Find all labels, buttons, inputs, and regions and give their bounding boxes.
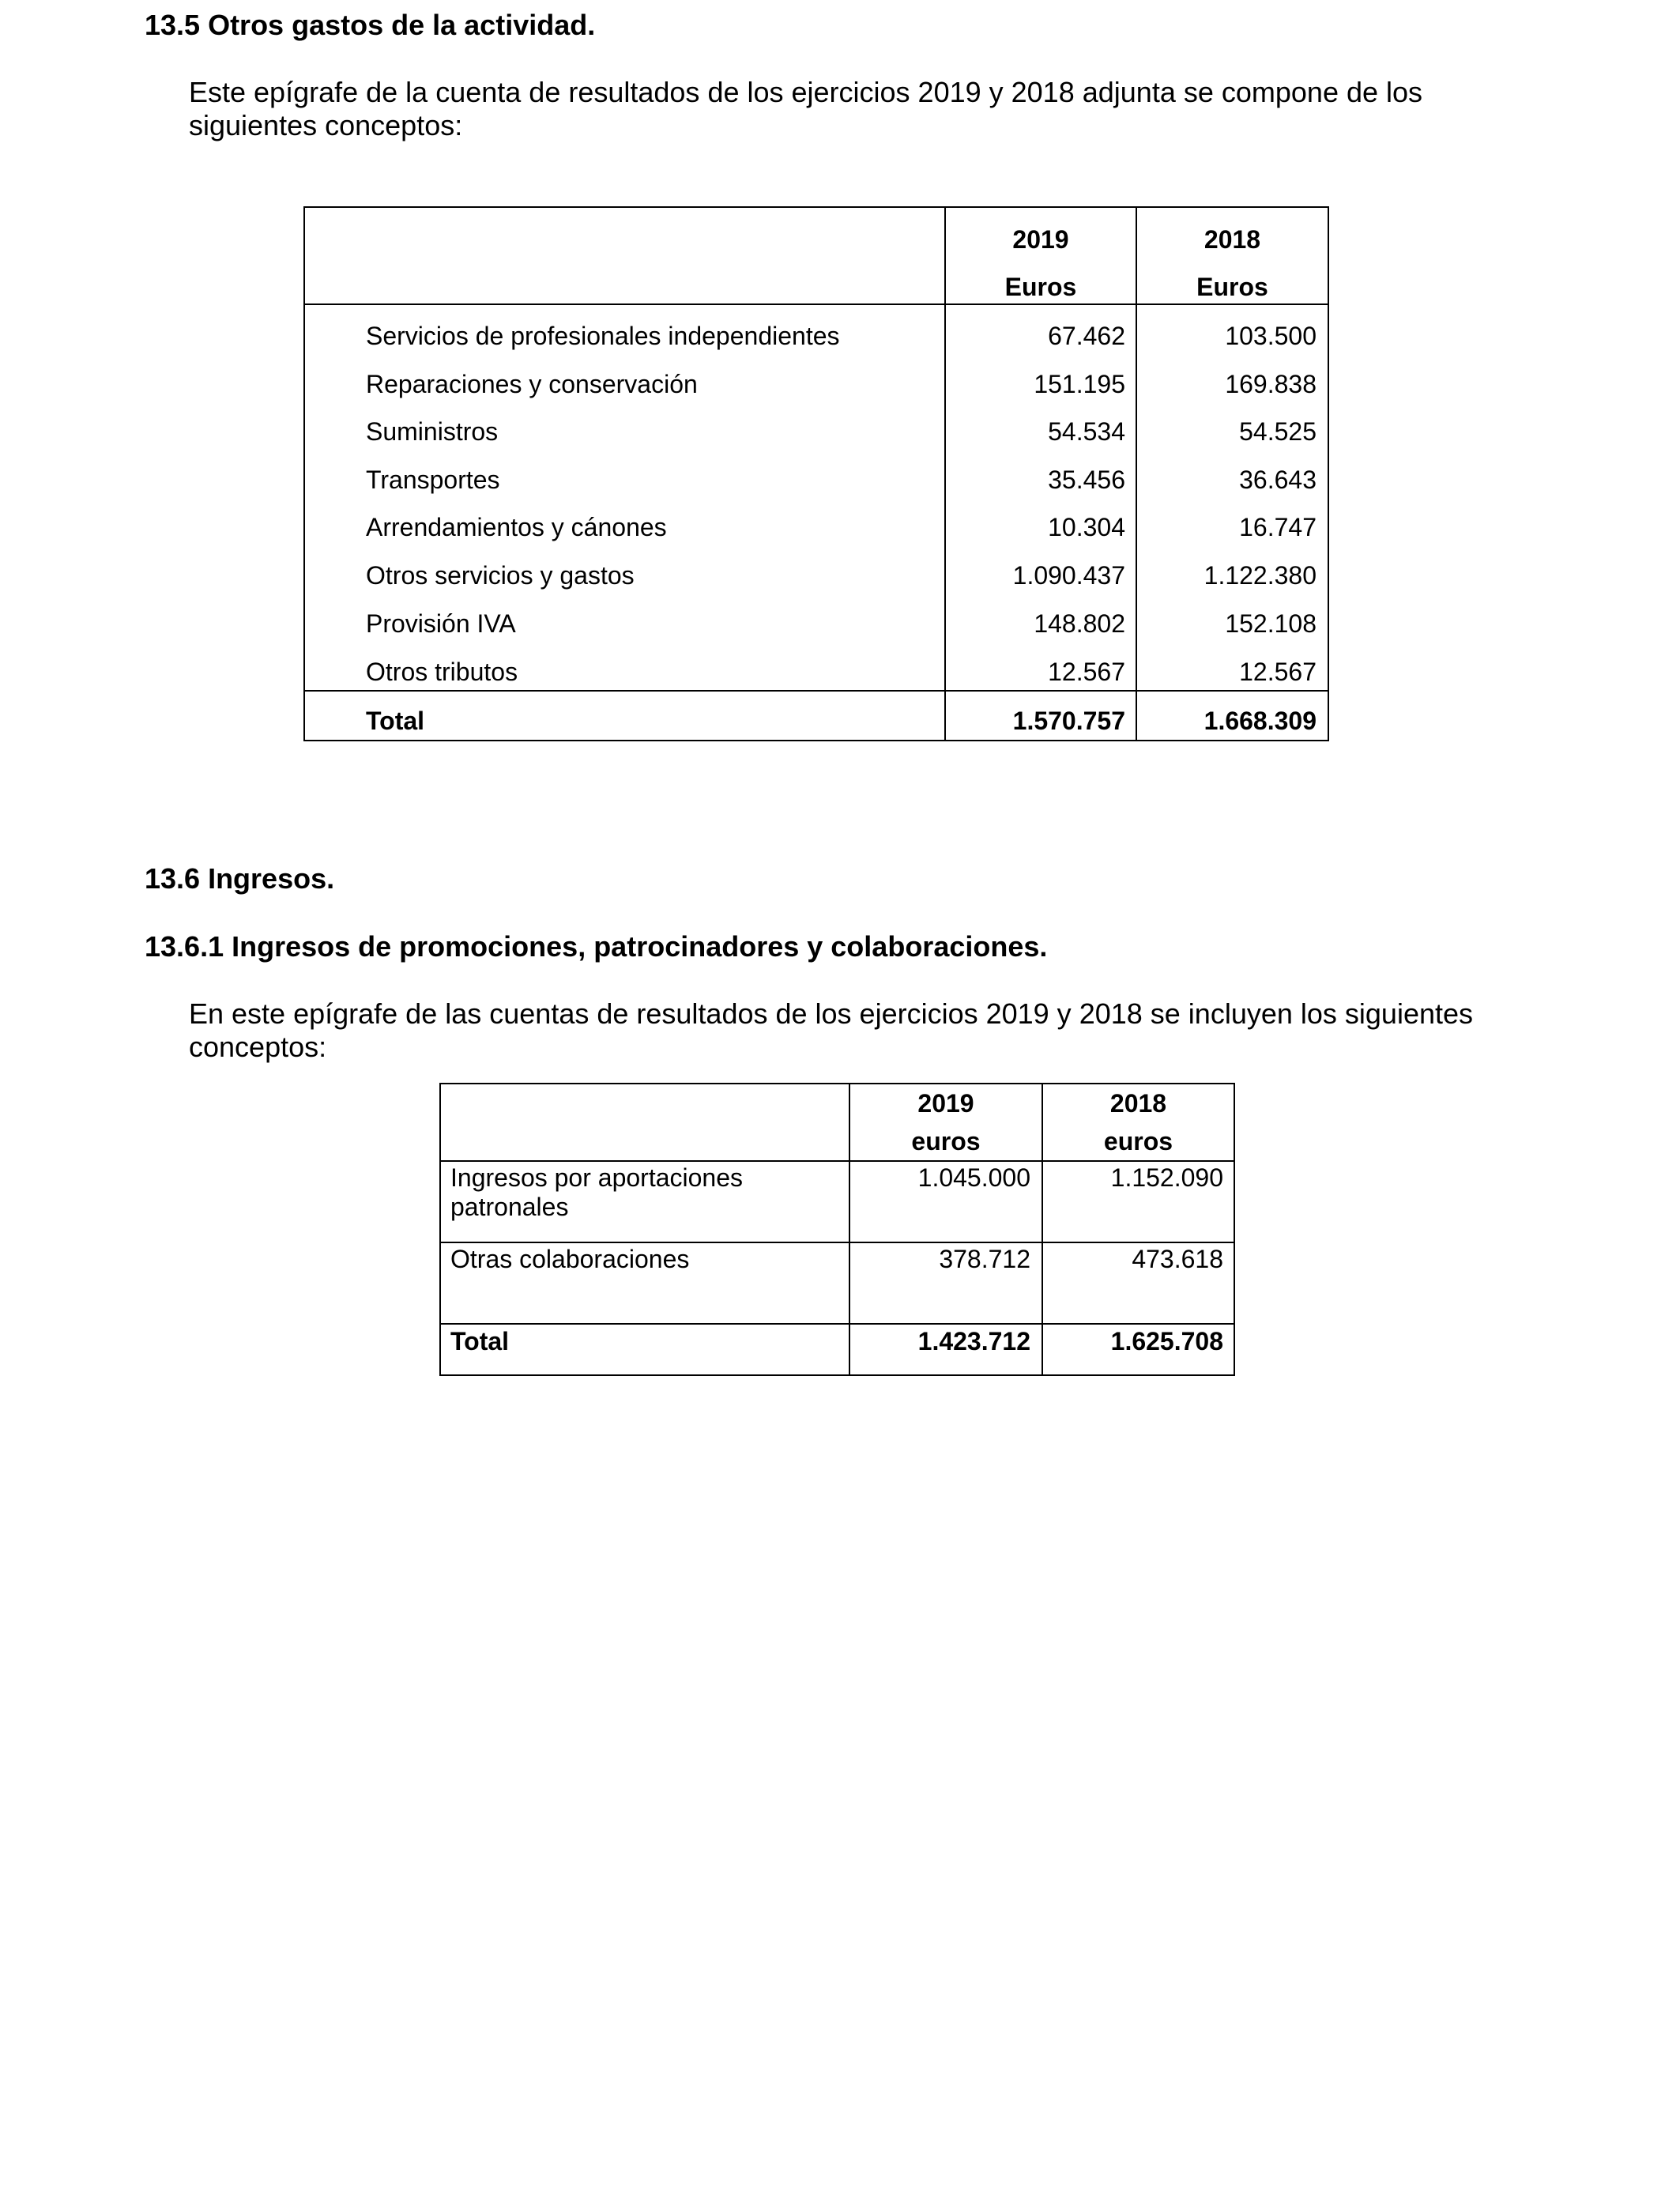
row-value-2018: 473.618 xyxy=(1132,1245,1223,1273)
total-value-2019: 1.570.757 xyxy=(1012,707,1125,735)
paragraph-line: Este epígrafe de la cuenta de resultados de los ejercicios 2019 y 2018 adjunta se compone de los xyxy=(189,76,1423,108)
row-label: Arrendamientos y cánones xyxy=(366,513,667,541)
column-header-2019-year: 2019 xyxy=(917,1089,974,1118)
row-value-2019: 54.534 xyxy=(1048,417,1125,446)
section-13-6-title: 13.6 Ingresos. xyxy=(145,862,335,895)
row-value-2019: 35.456 xyxy=(1048,466,1125,494)
row-label: Otros servicios y gastos xyxy=(366,561,635,590)
total-value-2018: 1.625.708 xyxy=(1110,1327,1223,1355)
section-13-6-1-paragraph xyxy=(189,997,1473,1064)
row-value-2018: 169.838 xyxy=(1225,370,1317,398)
row-value-2018: 103.500 xyxy=(1225,322,1317,350)
column-header-2019-unit: euros xyxy=(911,1127,981,1155)
row-value-2018: 36.643 xyxy=(1239,466,1317,494)
table-border-left xyxy=(303,206,305,741)
row-label xyxy=(450,1163,743,1222)
row-value-2018: 54.525 xyxy=(1239,417,1317,446)
row-value-2019: 378.712 xyxy=(939,1245,1030,1273)
row-value-2019: 12.567 xyxy=(1048,658,1125,686)
row-value-2019: 148.802 xyxy=(1034,609,1125,638)
table-border-top xyxy=(303,206,1329,208)
section-13-5-title: 13.5 Otros gastos de la actividad. xyxy=(145,9,596,41)
table-total-divider xyxy=(303,690,1329,692)
column-header-2018-year: 2018 xyxy=(1203,225,1261,254)
row-value-2018: 16.747 xyxy=(1239,513,1317,541)
table-total-divider xyxy=(439,1323,1235,1325)
table-border-right xyxy=(1328,206,1329,741)
paragraph-line: En este epígrafe de las cuentas de resultados de los ejercicios 2019 y 2018 se incluyen los siguientes xyxy=(189,997,1474,1030)
column-header-2019-unit: Euros xyxy=(1004,273,1077,301)
ingresos-table xyxy=(439,1083,1235,1376)
row-label-line: patronales xyxy=(450,1193,569,1221)
row-value-2019: 151.195 xyxy=(1034,370,1125,398)
table-row-divider xyxy=(439,1242,1235,1243)
row-label xyxy=(450,1245,689,1274)
section-13-6-1-title: 13.6.1 Ingresos de promociones, patrocinadores y colaboraciones. xyxy=(145,930,1048,963)
table-header-divider xyxy=(439,1160,1235,1162)
column-header-2018-unit: euros xyxy=(1103,1127,1173,1155)
row-label: Reparaciones y conservación xyxy=(366,370,698,398)
paragraph-line: siguientes conceptos: xyxy=(189,109,463,141)
row-value-2019: 1.090.437 xyxy=(1012,561,1125,590)
otros-gastos-table xyxy=(303,206,1329,741)
row-value-2019: 67.462 xyxy=(1048,322,1125,350)
row-label-line: Otras colaboraciones xyxy=(450,1245,690,1273)
column-header-2018-unit: Euros xyxy=(1196,273,1268,301)
total-value-2018: 1.668.309 xyxy=(1203,707,1317,735)
row-label: Otros tributos xyxy=(366,658,518,686)
total-value-2019: 1.423.712 xyxy=(917,1327,1030,1355)
row-value-2018: 152.108 xyxy=(1225,609,1317,638)
table-header-divider xyxy=(303,303,1329,305)
table-border-bottom xyxy=(439,1374,1235,1376)
row-label-line: Ingresos por aportaciones xyxy=(450,1163,743,1192)
section-13-5-paragraph xyxy=(189,76,1422,142)
paragraph-line: conceptos: xyxy=(189,1031,327,1063)
table-border-bottom xyxy=(303,740,1329,741)
row-value-2018: 1.122.380 xyxy=(1203,561,1317,590)
row-label: Provisión IVA xyxy=(366,609,516,638)
row-value-2018: 12.567 xyxy=(1239,658,1317,686)
total-label: Total xyxy=(450,1327,510,1355)
table-border-right xyxy=(1234,1083,1235,1376)
row-value-2019: 10.304 xyxy=(1048,513,1125,541)
column-header-2018-year: 2018 xyxy=(1109,1089,1167,1118)
row-label: Suministros xyxy=(366,417,499,446)
row-label: Servicios de profesionales independientes xyxy=(366,322,840,350)
table-border-top xyxy=(439,1083,1235,1084)
column-header-2019-year: 2019 xyxy=(1012,225,1069,254)
row-label: Transportes xyxy=(366,466,500,494)
total-label: Total xyxy=(366,707,425,735)
row-value-2018: 1.152.090 xyxy=(1110,1163,1223,1192)
row-value-2019: 1.045.000 xyxy=(917,1163,1030,1192)
table-border-left xyxy=(439,1083,441,1376)
